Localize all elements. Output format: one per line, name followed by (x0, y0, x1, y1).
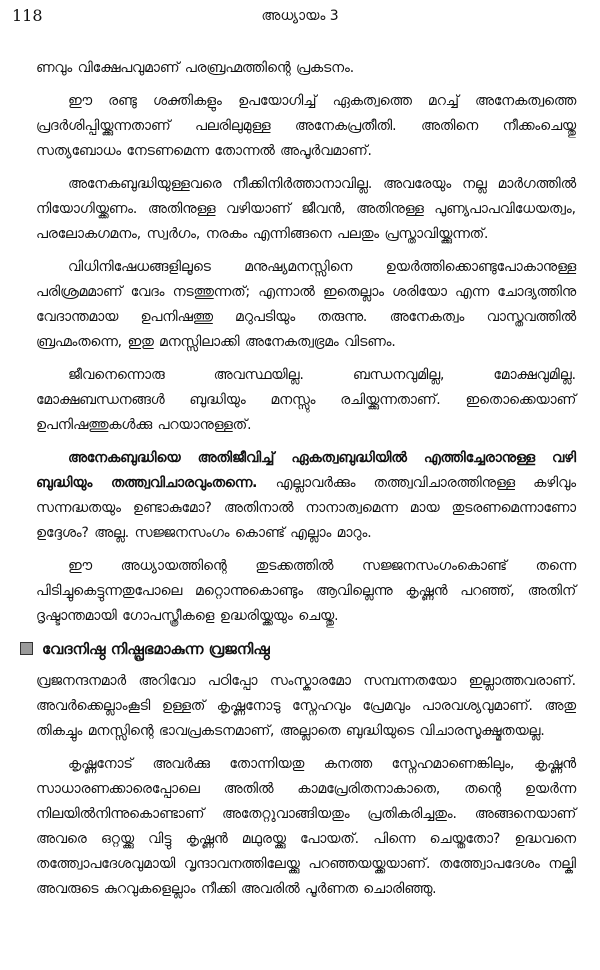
paragraph-text: കൃഷ്ണനോട് അവർക്കു തോന്നിയതു കനത്ത സ്നേഹമാണെങ്കിലും, കൃഷ്ണൻ സാധാരണക്കാരെപ്പോലെ അതിൽ കാമപ്രേരിതനാകാതെ, തന്റെ ഉയർന്ന നിലയിൽനിന്നുകൊണ്ടാണ് അതേറ്റുവാങ്ങിയതും പ്രതികരിച്ചതും. അങ്ങനെയാണ് അവരെ ഒറ്റയ്ക്കു വിട്ടു കൃഷ്ണൻ മഥുരയ്ക്കു പോയത്. പിന്നെ ചെയ്തതോ? ഉദ്ധവനെ തത്ത്വോപദേശവുമായി വൃന്ദാവനത്തിലേയ്ക്കു പറഞ്ഞയയ്ക്കയാണ്. തത്ത്വോപദേശം നല്കി അവരുടെ കുറവുകളെല്ലാം നീക്കി അവരിൽ പൂർണത ചൊരിഞ്ഞു. (36, 756, 576, 897)
paragraph (36, 446, 576, 546)
section-heading (20, 637, 576, 661)
paragraph (36, 255, 576, 355)
paragraph-text: എല്ലാവർക്കും തത്ത്വവിചാരത്തിനുള്ള കഴിവും സന്നദ്ധതയും ഉണ്ടാകുമോ? അതിനാൽ നാനാത്വമെന്ന മായ തുടരണമെന്നാണോ ഉദ്ദേശം? അല്ല. സജ്ജനസംഗം കൊണ്ട് എല്ലാം മാറും. (36, 475, 576, 541)
paragraph-text: അനേകബുദ്ധിയുള്ളവരെ നീക്കിനിർത്താനാവില്ല. അവരേയും നല്ല മാർഗത്തിൽ നിയോഗിയ്ക്കണം. അതിനുള്ള വഴിയാണ് ജീവൻ, അതിനുള്ള പുണ്യപാപവിധേയത്വം, പരലോകഗമനം, സ്വർഗം, നരകം എന്നിങ്ങനെ പലതും പ്രസ്താവിയ്ക്കുന്നത്. (36, 176, 576, 242)
paragraph (36, 669, 576, 744)
page-number: 118 (12, 6, 43, 25)
page-body (36, 56, 576, 910)
paragraph (36, 752, 576, 902)
paragraph-text: ഈ രണ്ടു ശക്തികളും ഉപയോഗിച്ച് ഏകത്വത്തെ മറച്ച് അനേകത്വത്തെ പ്രദർശിപ്പിയ്ക്കുന്നതാണ് പലരിലുമുള്ള അനേകപ്രതീതി. അതിനെ നീക്കംചെയ്തു സത്യബോധം നേടണമെന്ന തോന്നൽ അപൂർവമാണ്. (36, 93, 576, 159)
page-header (0, 0, 600, 40)
paragraph (36, 554, 576, 629)
paragraph-bold-text: അനേകബുദ്ധിയെ അതിജീവിച്ച് ഏകത്വബുദ്ധിയിൽ എത്തിച്ചേരാനുള്ള വഴി ബുദ്ധിയും തത്ത്വവിചാരവുംതന്നെ. (36, 450, 576, 491)
paragraph (36, 56, 576, 81)
paragraph-text: വ്രജനന്ദനമാർ അറിവോ പഠിപ്പോ സംസ്കാരമോ സമ്പന്നതയോ ഇല്ലാത്തവരാണ്. അവർക്കെല്ലാംകൂടി ഉള്ളത് കൃഷ്ണനോടു സ്നേഹവും പ്രേമവും പാരവശ്യവുമാണ്. അതു തികച്ചും മനസ്സിന്റെ ഭാവപ്രകടനമാണ്, അല്ലാതെ ബുദ്ധിയുടെ വിചാരസൂക്ഷ്മതയല്ല. (36, 673, 576, 739)
section-heading-text: വേദനിഷ്ഠ നിഷ്പ്രഭമാകുന്ന വ്രജനിഷ്ഠ (42, 640, 270, 658)
running-head: അധ്യായം 3 (261, 8, 339, 24)
paragraph (36, 172, 576, 247)
paragraph (36, 89, 576, 164)
paragraph-text: ജീവനെന്നൊരു അവസ്ഥയില്ല. ബന്ധനവുമില്ല, മോക്ഷവുമില്ല. മോക്ഷബന്ധനങ്ങൾ ബുദ്ധിയും മനസ്സും രചിയ്ക്കുന്നതാണ്. ഇതൊക്കെയാണ് ഉപനിഷത്തുകൾക്കു പറയാനുള്ളത്. (36, 367, 576, 433)
paragraph-text: വിധിനിഷേധങ്ങളിലൂടെ മനുഷ്യമനസ്സിനെ ഉയർത്തിക്കൊണ്ടുപോകാനുള്ള പരിശ്രമമാണ് വേദം നടത്തുന്നത്; എന്നാൽ ഇതെല്ലാം ശരിയോ എന്ന ചോദ്യത്തിനു വേദാന്തമായ ഉപനിഷത്തു മറുപടിയും തരുന്നു. അനേകത്വം വാസ്തവത്തിൽ ബ്രഹ്മംതന്നെ, ഇതു മനസ്സിലാക്കി അനേകത്വഭ്രമം വിടണം. (36, 259, 576, 350)
paragraph (36, 363, 576, 438)
square-bullet-icon (20, 642, 33, 655)
paragraph-text: ണവും വിക്ഷേപവുമാണ് പരബ്രഹ്മത്തിന്റെ പ്രകടനം. (36, 60, 355, 76)
paragraph-text: ഈ അധ്യായത്തിന്റെ തുടക്കത്തിൽ സജ്ജനസംഗംകൊണ്ട് തന്നെ പിടിച്ചുകെട്ടുന്നതുപോലെ മറ്റൊന്നുകൊണ്ടും ആവില്ലെന്നു കൃഷ്ണൻ പറഞ്ഞ്, അതിന് ദൃഷ്ടാന്തമായി ഗോപസ്ത്രീകളെ ഉദ്ധരിയ്ക്കയും ചെയ്തു. (36, 558, 576, 624)
